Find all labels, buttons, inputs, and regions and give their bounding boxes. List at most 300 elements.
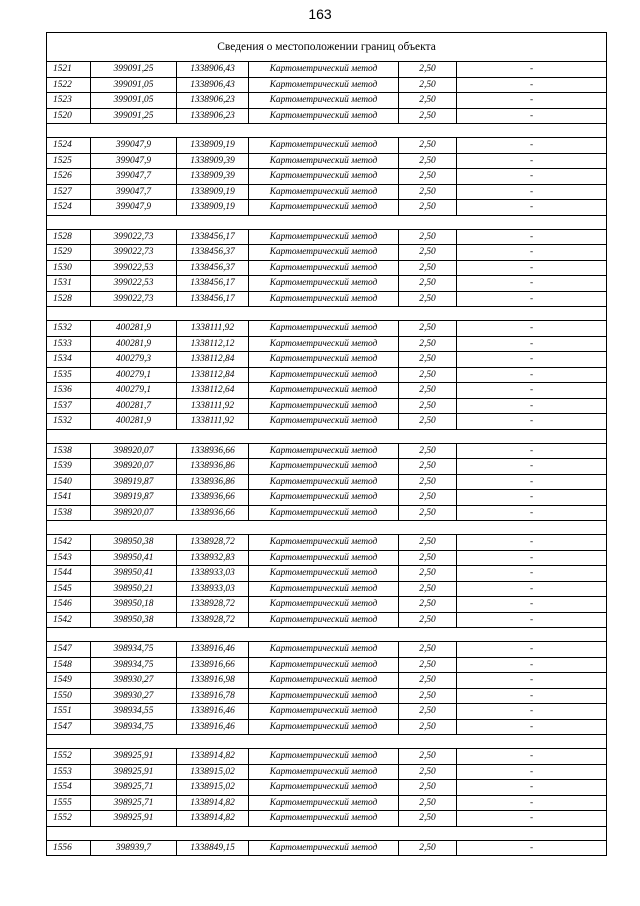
table-row — [47, 719, 607, 735]
method-cell: Картометрический метод — [249, 688, 399, 704]
accuracy-cell: 2,50 — [399, 153, 457, 169]
method-cell: Картометрический метод — [249, 260, 399, 276]
accuracy-cell: 2,50 — [399, 566, 457, 582]
method-cell: Картометрический метод — [249, 490, 399, 506]
coord-x-cell: 400281,9 — [91, 336, 177, 352]
point-number-cell: 1552 — [47, 811, 91, 827]
note-cell: - — [457, 764, 607, 780]
separator-cell — [47, 826, 607, 840]
table-row — [47, 245, 607, 261]
coord-y-cell: 1338916,46 — [177, 719, 249, 735]
coord-y-cell: 1338916,98 — [177, 673, 249, 689]
note-cell: - — [457, 62, 607, 78]
coord-y-cell: 1338915,02 — [177, 780, 249, 796]
coord-y-cell: 1338909,39 — [177, 169, 249, 185]
point-number-cell: 1533 — [47, 336, 91, 352]
table-row — [47, 62, 607, 78]
coord-x-cell: 398930,27 — [91, 688, 177, 704]
coord-x-cell: 398934,55 — [91, 704, 177, 720]
coord-x-cell: 399047,9 — [91, 138, 177, 154]
coord-y-cell: 1338849,15 — [177, 840, 249, 856]
boundary-table — [46, 32, 607, 856]
note-cell: - — [457, 597, 607, 613]
coord-x-cell: 398950,41 — [91, 566, 177, 582]
method-cell: Картометрический метод — [249, 414, 399, 430]
accuracy-cell: 2,50 — [399, 657, 457, 673]
coord-x-cell: 398950,41 — [91, 550, 177, 566]
coord-x-cell: 400281,9 — [91, 321, 177, 337]
accuracy-cell: 2,50 — [399, 184, 457, 200]
accuracy-cell: 2,50 — [399, 719, 457, 735]
separator-cell — [47, 307, 607, 321]
table-row — [47, 443, 607, 459]
coord-y-cell: 1338936,86 — [177, 474, 249, 490]
separator-cell — [47, 521, 607, 535]
note-cell: - — [457, 200, 607, 216]
boundary-table-body — [47, 33, 607, 856]
method-cell: Картометрический метод — [249, 642, 399, 658]
method-cell: Картометрический метод — [249, 108, 399, 124]
point-number-cell: 1540 — [47, 474, 91, 490]
coord-y-cell: 1338916,78 — [177, 688, 249, 704]
coord-x-cell: 398934,75 — [91, 719, 177, 735]
note-cell: - — [457, 840, 607, 856]
coord-x-cell: 398925,71 — [91, 795, 177, 811]
coord-x-cell: 399047,9 — [91, 200, 177, 216]
table-row — [47, 383, 607, 399]
point-number-cell: 1543 — [47, 550, 91, 566]
table-row — [47, 780, 607, 796]
table-row — [47, 581, 607, 597]
note-cell: - — [457, 566, 607, 582]
note-cell: - — [457, 93, 607, 109]
coord-y-cell: 1338906,23 — [177, 108, 249, 124]
accuracy-cell: 2,50 — [399, 688, 457, 704]
coord-y-cell: 1338916,46 — [177, 704, 249, 720]
method-cell: Картометрический метод — [249, 321, 399, 337]
coord-y-cell: 1338111,92 — [177, 321, 249, 337]
group-separator — [47, 307, 607, 321]
point-number-cell: 1551 — [47, 704, 91, 720]
coord-x-cell: 399091,05 — [91, 77, 177, 93]
table-row — [47, 459, 607, 475]
coord-x-cell: 398950,38 — [91, 612, 177, 628]
point-number-cell: 1538 — [47, 443, 91, 459]
method-cell: Картометрический метод — [249, 566, 399, 582]
coord-y-cell: 1338933,03 — [177, 581, 249, 597]
table-row — [47, 795, 607, 811]
note-cell: - — [457, 414, 607, 430]
coord-x-cell: 398930,27 — [91, 673, 177, 689]
note-cell: - — [457, 260, 607, 276]
note-cell: - — [457, 367, 607, 383]
coord-y-cell: 1338928,72 — [177, 535, 249, 551]
table-row — [47, 474, 607, 490]
method-cell: Картометрический метод — [249, 764, 399, 780]
note-cell: - — [457, 77, 607, 93]
accuracy-cell: 2,50 — [399, 811, 457, 827]
method-cell: Картометрический метод — [249, 138, 399, 154]
point-number-cell: 1554 — [47, 780, 91, 796]
coord-x-cell: 398925,91 — [91, 811, 177, 827]
point-number-cell: 1530 — [47, 260, 91, 276]
method-cell: Картометрический метод — [249, 505, 399, 521]
separator-cell — [47, 215, 607, 229]
method-cell: Картометрический метод — [249, 443, 399, 459]
note-cell: - — [457, 459, 607, 475]
point-number-cell: 1542 — [47, 612, 91, 628]
separator-cell — [47, 429, 607, 443]
coord-x-cell: 400279,3 — [91, 352, 177, 368]
method-cell: Картометрический метод — [249, 367, 399, 383]
coord-y-cell: 1338906,23 — [177, 93, 249, 109]
table-row — [47, 657, 607, 673]
method-cell: Картометрический метод — [249, 291, 399, 307]
method-cell: Картометрический метод — [249, 673, 399, 689]
coord-x-cell: 399022,73 — [91, 245, 177, 261]
table-row — [47, 398, 607, 414]
point-number-cell: 1538 — [47, 505, 91, 521]
coord-x-cell: 399047,7 — [91, 169, 177, 185]
table-row — [47, 169, 607, 185]
method-cell: Картометрический метод — [249, 704, 399, 720]
table-row — [47, 336, 607, 352]
coord-x-cell: 399091,25 — [91, 62, 177, 78]
accuracy-cell: 2,50 — [399, 535, 457, 551]
coord-x-cell: 398950,18 — [91, 597, 177, 613]
coord-y-cell: 1338933,03 — [177, 566, 249, 582]
method-cell: Картометрический метод — [249, 352, 399, 368]
coord-y-cell: 1338914,82 — [177, 811, 249, 827]
point-number-cell: 1536 — [47, 383, 91, 399]
coord-x-cell: 399047,7 — [91, 184, 177, 200]
coord-y-cell: 1338112,64 — [177, 383, 249, 399]
note-cell: - — [457, 612, 607, 628]
coord-y-cell: 1338914,82 — [177, 749, 249, 765]
table-row — [47, 811, 607, 827]
accuracy-cell: 2,50 — [399, 612, 457, 628]
point-number-cell: 1534 — [47, 352, 91, 368]
method-cell: Картометрический метод — [249, 535, 399, 551]
coord-y-cell: 1338936,86 — [177, 459, 249, 475]
table-row — [47, 260, 607, 276]
coord-x-cell: 399022,73 — [91, 229, 177, 245]
table-row — [47, 840, 607, 856]
accuracy-cell: 2,50 — [399, 764, 457, 780]
coord-x-cell: 399022,53 — [91, 276, 177, 292]
note-cell: - — [457, 490, 607, 506]
accuracy-cell: 2,50 — [399, 398, 457, 414]
accuracy-cell: 2,50 — [399, 550, 457, 566]
coord-y-cell: 1338909,19 — [177, 184, 249, 200]
coord-x-cell: 399022,53 — [91, 260, 177, 276]
note-cell: - — [457, 505, 607, 521]
coord-x-cell: 398925,91 — [91, 749, 177, 765]
note-cell: - — [457, 443, 607, 459]
separator-cell — [47, 124, 607, 138]
coord-y-cell: 1338111,92 — [177, 398, 249, 414]
coord-y-cell: 1338456,37 — [177, 245, 249, 261]
method-cell: Картометрический метод — [249, 153, 399, 169]
accuracy-cell: 2,50 — [399, 383, 457, 399]
point-number-cell: 1520 — [47, 108, 91, 124]
note-cell: - — [457, 398, 607, 414]
coord-y-cell: 1338906,43 — [177, 77, 249, 93]
note-cell: - — [457, 811, 607, 827]
table-row — [47, 642, 607, 658]
point-number-cell: 1553 — [47, 764, 91, 780]
accuracy-cell: 2,50 — [399, 642, 457, 658]
note-cell: - — [457, 673, 607, 689]
point-number-cell: 1555 — [47, 795, 91, 811]
coord-x-cell: 398939,7 — [91, 840, 177, 856]
coord-x-cell: 399091,25 — [91, 108, 177, 124]
coord-x-cell: 398950,38 — [91, 535, 177, 551]
method-cell: Картометрический метод — [249, 383, 399, 399]
accuracy-cell: 2,50 — [399, 77, 457, 93]
coord-y-cell: 1338906,43 — [177, 62, 249, 78]
method-cell: Картометрический метод — [249, 780, 399, 796]
point-number-cell: 1547 — [47, 719, 91, 735]
method-cell: Картометрический метод — [249, 474, 399, 490]
accuracy-cell: 2,50 — [399, 245, 457, 261]
table-row — [47, 184, 607, 200]
coord-x-cell: 400281,9 — [91, 414, 177, 430]
separator-cell — [47, 735, 607, 749]
note-cell: - — [457, 229, 607, 245]
method-cell: Картометрический метод — [249, 550, 399, 566]
note-cell: - — [457, 581, 607, 597]
method-cell: Картометрический метод — [249, 597, 399, 613]
method-cell: Картометрический метод — [249, 459, 399, 475]
method-cell: Картометрический метод — [249, 749, 399, 765]
group-separator — [47, 521, 607, 535]
coord-x-cell: 398934,75 — [91, 642, 177, 658]
table-row — [47, 367, 607, 383]
point-number-cell: 1524 — [47, 138, 91, 154]
group-separator — [47, 429, 607, 443]
note-cell: - — [457, 780, 607, 796]
point-number-cell: 1529 — [47, 245, 91, 261]
note-cell: - — [457, 138, 607, 154]
table-row — [47, 77, 607, 93]
coord-y-cell: 1338932,83 — [177, 550, 249, 566]
note-cell: - — [457, 704, 607, 720]
coord-y-cell: 1338936,66 — [177, 443, 249, 459]
note-cell: - — [457, 749, 607, 765]
method-cell: Картометрический метод — [249, 245, 399, 261]
coord-x-cell: 398919,87 — [91, 490, 177, 506]
method-cell: Картометрический метод — [249, 229, 399, 245]
group-separator — [47, 735, 607, 749]
point-number-cell: 1547 — [47, 642, 91, 658]
method-cell: Картометрический метод — [249, 811, 399, 827]
point-number-cell: 1541 — [47, 490, 91, 506]
accuracy-cell: 2,50 — [399, 260, 457, 276]
coord-x-cell: 398950,21 — [91, 581, 177, 597]
table-row — [47, 597, 607, 613]
point-number-cell: 1535 — [47, 367, 91, 383]
table-row — [47, 291, 607, 307]
coord-y-cell: 1338456,37 — [177, 260, 249, 276]
coord-x-cell: 398925,91 — [91, 764, 177, 780]
table-row — [47, 276, 607, 292]
page-number: 163 — [308, 6, 332, 22]
accuracy-cell: 2,50 — [399, 490, 457, 506]
coord-x-cell: 399022,73 — [91, 291, 177, 307]
coord-y-cell: 1338936,66 — [177, 490, 249, 506]
group-separator — [47, 826, 607, 840]
table-row — [47, 229, 607, 245]
table-row — [47, 108, 607, 124]
group-separator — [47, 215, 607, 229]
coord-y-cell: 1338112,12 — [177, 336, 249, 352]
coord-x-cell: 398919,87 — [91, 474, 177, 490]
table-row — [47, 764, 607, 780]
title-row — [47, 33, 607, 62]
accuracy-cell: 2,50 — [399, 336, 457, 352]
accuracy-cell: 2,50 — [399, 200, 457, 216]
table-row — [47, 612, 607, 628]
point-number-cell: 1548 — [47, 657, 91, 673]
point-number-cell: 1524 — [47, 200, 91, 216]
coord-x-cell: 400281,7 — [91, 398, 177, 414]
coord-y-cell: 1338936,66 — [177, 505, 249, 521]
point-number-cell: 1528 — [47, 229, 91, 245]
accuracy-cell: 2,50 — [399, 443, 457, 459]
coord-y-cell: 1338112,84 — [177, 367, 249, 383]
note-cell: - — [457, 657, 607, 673]
coord-x-cell: 400279,1 — [91, 367, 177, 383]
coord-y-cell: 1338909,19 — [177, 138, 249, 154]
table-row — [47, 535, 607, 551]
table-row — [47, 490, 607, 506]
coord-y-cell: 1338909,19 — [177, 200, 249, 216]
point-number-cell: 1539 — [47, 459, 91, 475]
coord-y-cell: 1338456,17 — [177, 276, 249, 292]
coord-y-cell: 1338112,84 — [177, 352, 249, 368]
accuracy-cell: 2,50 — [399, 597, 457, 613]
note-cell: - — [457, 153, 607, 169]
separator-cell — [47, 628, 607, 642]
accuracy-cell: 2,50 — [399, 169, 457, 185]
table-row — [47, 93, 607, 109]
note-cell: - — [457, 184, 607, 200]
method-cell: Картометрический метод — [249, 169, 399, 185]
note-cell: - — [457, 535, 607, 551]
table-row — [47, 414, 607, 430]
coord-y-cell: 1338915,02 — [177, 764, 249, 780]
accuracy-cell: 2,50 — [399, 581, 457, 597]
accuracy-cell: 2,50 — [399, 352, 457, 368]
table-row — [47, 352, 607, 368]
point-number-cell: 1550 — [47, 688, 91, 704]
point-number-cell: 1532 — [47, 321, 91, 337]
accuracy-cell: 2,50 — [399, 321, 457, 337]
table-row — [47, 550, 607, 566]
coord-y-cell: 1338916,46 — [177, 642, 249, 658]
accuracy-cell: 2,50 — [399, 367, 457, 383]
table-row — [47, 673, 607, 689]
note-cell: - — [457, 336, 607, 352]
note-cell: - — [457, 108, 607, 124]
note-cell: - — [457, 688, 607, 704]
method-cell: Картометрический метод — [249, 336, 399, 352]
coord-y-cell: 1338928,72 — [177, 597, 249, 613]
method-cell: Картометрический метод — [249, 276, 399, 292]
table-row — [47, 688, 607, 704]
method-cell: Картометрический метод — [249, 93, 399, 109]
table-row — [47, 321, 607, 337]
coord-x-cell: 399091,05 — [91, 93, 177, 109]
point-number-cell: 1532 — [47, 414, 91, 430]
method-cell: Картометрический метод — [249, 398, 399, 414]
point-number-cell: 1542 — [47, 535, 91, 551]
coord-x-cell: 398920,07 — [91, 459, 177, 475]
table-title: Сведения о местоположении границ объекта — [47, 33, 607, 62]
note-cell: - — [457, 795, 607, 811]
coord-x-cell: 398925,71 — [91, 780, 177, 796]
accuracy-cell: 2,50 — [399, 840, 457, 856]
method-cell: Картометрический метод — [249, 612, 399, 628]
accuracy-cell: 2,50 — [399, 138, 457, 154]
table-row — [47, 200, 607, 216]
accuracy-cell: 2,50 — [399, 291, 457, 307]
point-number-cell: 1552 — [47, 749, 91, 765]
coord-y-cell: 1338456,17 — [177, 229, 249, 245]
accuracy-cell: 2,50 — [399, 93, 457, 109]
coord-y-cell: 1338914,82 — [177, 795, 249, 811]
method-cell: Картометрический метод — [249, 719, 399, 735]
point-number-cell: 1527 — [47, 184, 91, 200]
note-cell: - — [457, 550, 607, 566]
method-cell: Картометрический метод — [249, 200, 399, 216]
note-cell: - — [457, 276, 607, 292]
note-cell: - — [457, 474, 607, 490]
accuracy-cell: 2,50 — [399, 795, 457, 811]
coord-x-cell: 400279,1 — [91, 383, 177, 399]
table-row — [47, 566, 607, 582]
method-cell: Картометрический метод — [249, 62, 399, 78]
note-cell: - — [457, 352, 607, 368]
point-number-cell: 1521 — [47, 62, 91, 78]
table-row — [47, 153, 607, 169]
note-cell: - — [457, 169, 607, 185]
coord-y-cell: 1338456,17 — [177, 291, 249, 307]
point-number-cell: 1544 — [47, 566, 91, 582]
note-cell: - — [457, 245, 607, 261]
coord-x-cell: 398920,07 — [91, 443, 177, 459]
accuracy-cell: 2,50 — [399, 62, 457, 78]
note-cell: - — [457, 719, 607, 735]
coord-x-cell: 398934,75 — [91, 657, 177, 673]
accuracy-cell: 2,50 — [399, 459, 457, 475]
point-number-cell: 1525 — [47, 153, 91, 169]
accuracy-cell: 2,50 — [399, 780, 457, 796]
accuracy-cell: 2,50 — [399, 704, 457, 720]
coord-y-cell: 1338928,72 — [177, 612, 249, 628]
table-row — [47, 505, 607, 521]
accuracy-cell: 2,50 — [399, 474, 457, 490]
method-cell: Картометрический метод — [249, 795, 399, 811]
accuracy-cell: 2,50 — [399, 229, 457, 245]
note-cell: - — [457, 383, 607, 399]
accuracy-cell: 2,50 — [399, 108, 457, 124]
accuracy-cell: 2,50 — [399, 414, 457, 430]
point-number-cell: 1526 — [47, 169, 91, 185]
point-number-cell: 1545 — [47, 581, 91, 597]
coord-y-cell: 1338909,39 — [177, 153, 249, 169]
